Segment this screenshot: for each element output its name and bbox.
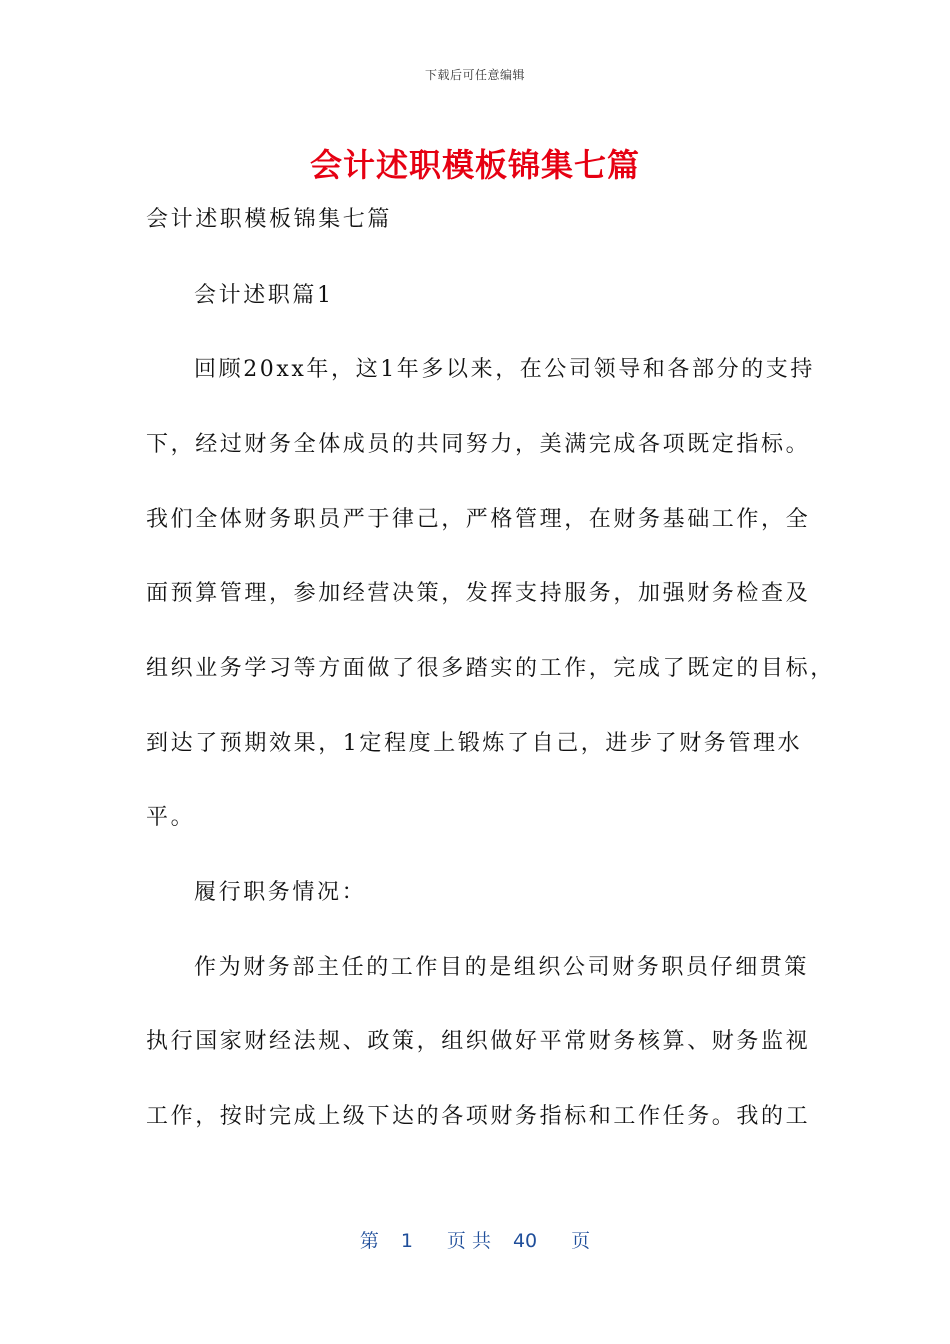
paragraph-line: 工作，按时完成上级下达的各项财务指标和工作任务。我的工 bbox=[146, 1104, 811, 1129]
footer-suffix: 页 bbox=[571, 1230, 591, 1252]
paragraph-line: 组织业务学习等方面做了很多踏实的工作，完成了既定的目标， bbox=[146, 656, 835, 681]
document-title: 会计述职模板锦集七篇 bbox=[309, 146, 640, 184]
current-page-number: 1 bbox=[400, 1230, 413, 1252]
footer-prefix: 第 bbox=[359, 1230, 379, 1252]
paragraph-line: 我们全体财务职员严于律己，严格管理，在财务基础工作，全 bbox=[146, 507, 811, 532]
paragraph-line: 平。 bbox=[146, 805, 196, 830]
page-footer bbox=[0, 1226, 950, 1253]
paragraph-line: 下，经过财务全体成员的共同努力，美满完成各项既定指标。 bbox=[146, 432, 811, 457]
paragraph-line: 到达了预期效果，1定程度上锻炼了自己，进步了财务管理水 bbox=[146, 731, 803, 756]
total-pages-number: 40 bbox=[512, 1230, 538, 1252]
header-note: 下载后可任意编辑 bbox=[424, 68, 525, 82]
paragraph-line: 执行国家财经法规、政策，组织做好平常财务核算、财务监视 bbox=[146, 1029, 811, 1054]
paragraph-line: 面预算管理，参加经营决策，发挥支持服务，加强财务检查及 bbox=[146, 581, 811, 606]
paragraph-line: 作为财务部主任的工作目的是组织公司财务职员仔细贯策 bbox=[194, 955, 810, 980]
paragraph-line: 回顾20xx年，这1年多以来，在公司领导和各部分的支持 bbox=[194, 357, 816, 382]
section-heading: 会计述职篇1 bbox=[194, 283, 334, 308]
subtitle-line: 会计述职模板锦集七篇 bbox=[146, 207, 393, 232]
section-heading: 履行职务情况： bbox=[194, 880, 367, 905]
footer-middle: 页 共 bbox=[446, 1230, 491, 1252]
